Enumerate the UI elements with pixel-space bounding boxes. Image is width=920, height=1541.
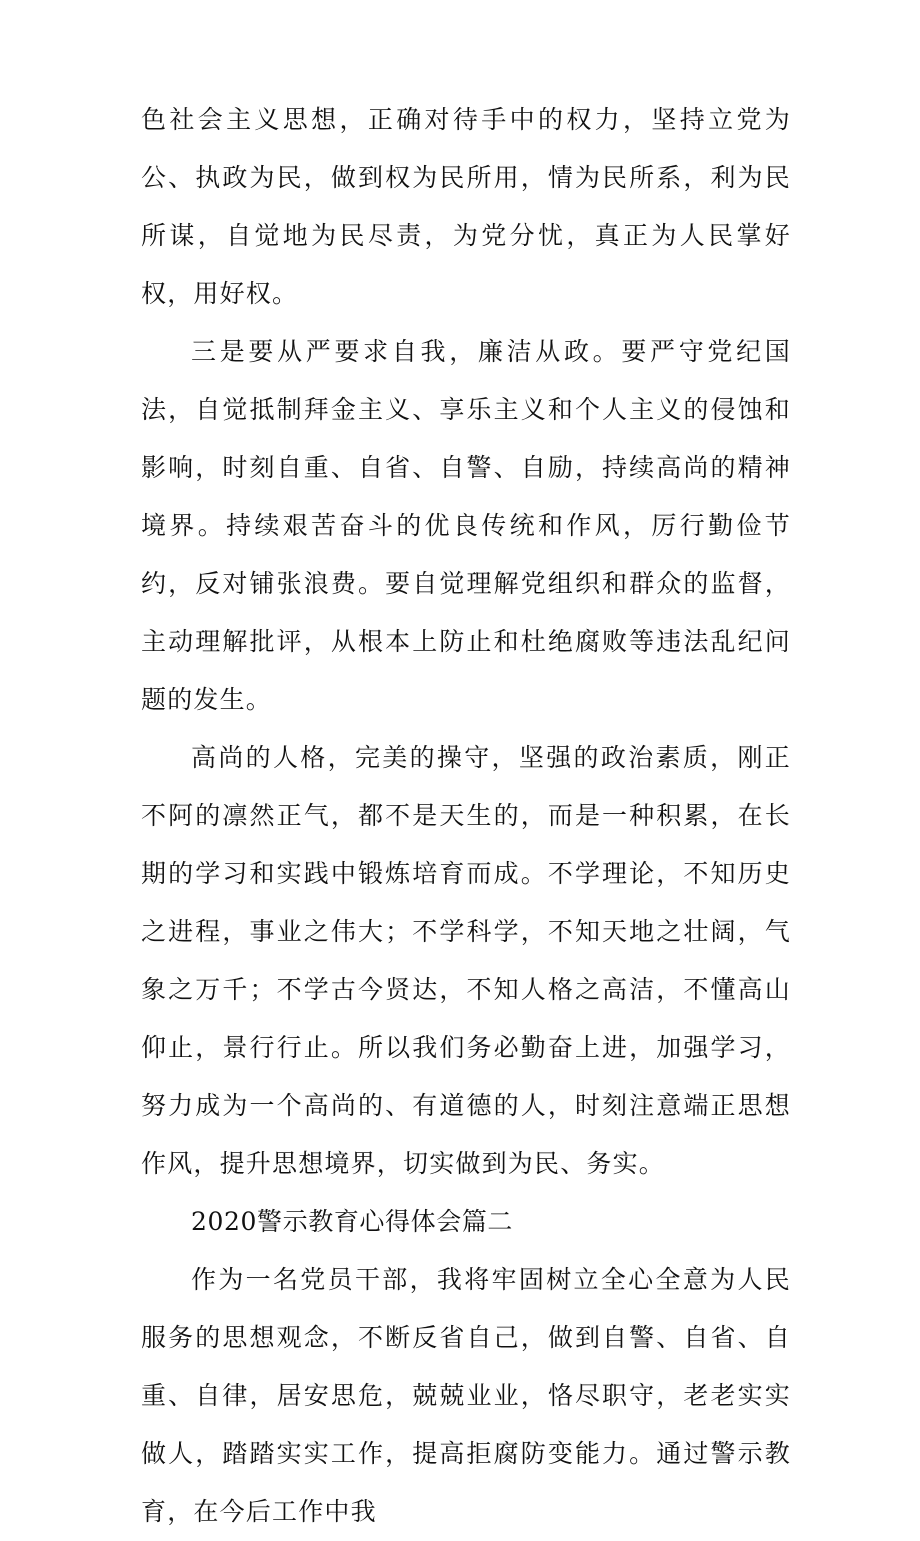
paragraph-noble-character: 高尚的人格，完美的操守，坚强的政治素质，刚正不阿的凛然正气，都不是天生的，而是一种积累，在长期的学习和实践中锻炼培育而成。不学理论，不知历史之进程，事业之伟大；不学科学，不知天地之壮阔，气象之万千；不学古今贤达，不知人格之高洁，不懂高山仰止，景行行止。所以我们务必勤奋上进，加强学习，努力成为一个高尚的、有道德的人，时刻注意端正思想作风，提升思想境界，切实做到为民、务实。 [141, 743, 791, 1178]
paragraph-self-discipline: 三是要从严要求自我，廉洁从政。要严守党纪国法，自觉抵制拜金主义、享乐主义和个人主义的侵蚀和影响，时刻自重、自省、自警、自励，持续高尚的精神境界。持续艰苦奋斗的优良传统和作风，厉行勤俭节约，反对铺张浪费。要自觉理解党组织和群众的监督，主动理解批评，从根本上防止和杜绝腐败等违法乱纪问题的发生。 [141, 337, 791, 714]
paragraph-intro-continuation: 色社会主义思想，正确对待手中的权力，坚持立党为公、执政为民，做到权为民所用，情为民所系，利为民所谋，自觉地为民尽责，为党分忧，真正为人民掌好权，用好权。 [141, 105, 791, 308]
section-heading: 2020警示教育心得体会篇二 [191, 1207, 514, 1236]
paragraph-party-cadre: 作为一名党员干部，我将牢固树立全心全意为人民服务的思想观念，不断反省自己，做到自警、自省、自重、自律，居安思危，兢兢业业，恪尽职守，老老实实做人，踏踏实实工作，提高拒腐防变能力。通过警示教育，在今后工作中我 [141, 1265, 791, 1526]
document-body [141, 91, 791, 1541]
